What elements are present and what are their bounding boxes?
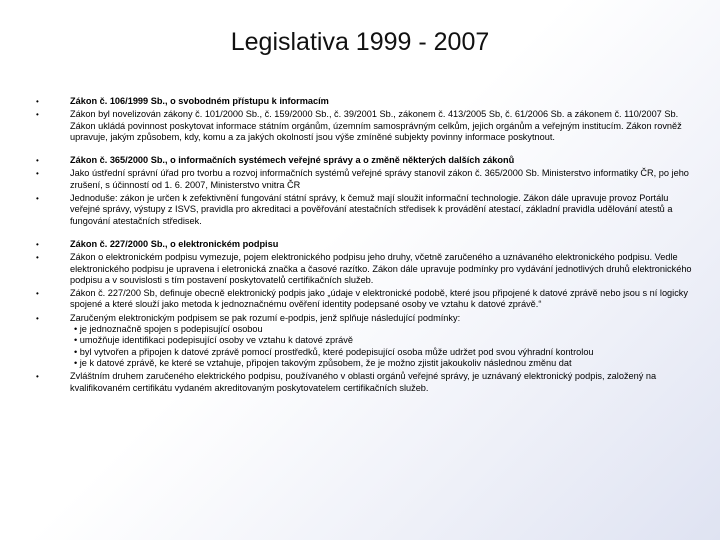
bullet-icon: • [36, 156, 39, 166]
bullet-icon: • [36, 110, 39, 120]
law-description [70, 313, 700, 369]
condition-item: • byl vytvořen a připojen k datové zprávě pomocí prostředků, které podepisující osoba může udržet pod svou výhradní kontrolou [74, 346, 594, 357]
law-description: Zákon č. 227/200 Sb, definuje obecně elektronický podpis jako „údaje v elektronické podobě, které jsou připojené k datové zprávě nebo jsou s ní logicky spojené a které slouží jako metoda k jednoznačnému ověření identity podepsané osoby ve vztahu k datové zprávě.“ [70, 288, 688, 310]
condition-item: • je jednoznačně spojen s podepisující osobou [74, 324, 263, 335]
law-group-106-1999 [36, 96, 700, 143]
condition-item: • je k datové zprávě, ke které se vztahuje, připojen takovým způsobem, že je možno zjistit jakoukoliv následnou změnu dat [74, 357, 572, 368]
law-group-227-2000 [36, 239, 700, 394]
list-item [36, 288, 700, 311]
list-item [36, 239, 700, 250]
bullet-icon: • [36, 253, 39, 263]
law-description: Zákon byl novelizován zákony č. 101/2000 Sb., č. 159/2000 Sb., č. 39/2001 Sb., zákonem č. 413/2005 Sb, č. 61/2006 Sb. a zákonem č. 110/2007 Sb. Zákon ukládá povinnost poskytovat informace státním orgánům, územním samosprávným celkům, jejich orgánům a veřejným institucím. Zákon rovněž upravuje, jakým způsobem, kdy, komu a za jakých okolností jsou výše zmíněné subjekty povinny informace poskytnout. [70, 109, 682, 142]
bullet-icon: • [36, 313, 39, 323]
law-description: Jako ústřední správní úřad pro tvorbu a rozvoj informačních systémů veřejné správy stanovil zákon č. 365/2000 Sb. Ministerstvo informatiky ČR, po jeho zrušení, s účinností od 1. 6. 2007, Ministerstvo vnitra ČR [70, 168, 689, 190]
list-item [36, 96, 700, 107]
bullet-icon: • [36, 194, 39, 204]
law-group-365-2000 [36, 155, 700, 227]
list-item [36, 109, 700, 143]
law-heading: Zákon č. 227/2000 Sb., o elektronickém podpisu [70, 238, 279, 249]
bullet-icon: • [36, 97, 39, 106]
list-item [36, 371, 700, 394]
list-item [36, 313, 700, 369]
bullet-icon: • [36, 239, 39, 249]
conditions-intro: Zaručeným elektronickým podpisem se pak rozumí e-podpis, jenž splňuje následující podmínky: [70, 312, 461, 323]
condition-item: • umožňuje identifikaci podepisující osoby ve vztahu k datové zprávě [74, 335, 353, 346]
law-description: Jednoduše: zákon je určen k zefektivnění fungování státní správy, k čemuž mají sloužit informační technologie. Zákon dále upravuje provoz Portálu veřejné správy, výstupy z ISVS, pravidla pro akreditaci a pověřování atestačních středisek k provádění atestací, základní pravidla udělování atestů a fungování atestačních středisek. [70, 193, 673, 226]
law-heading: Zákon č. 365/2000 Sb., o informačních systémech veřejné správy a o změně některých dalších zákonů [70, 155, 515, 166]
list-item [36, 193, 700, 227]
law-description: Zákon o elektronickém podpisu vymezuje, pojem elektronického podpisu jeho druhy, včetně zaručeného a uznávaného elektronického podpisu. Vedle elektronického podpisu je upravena i eletronická značka a časové razítko. Zákon dále upravuje podmínky pro vydávání jednotlivých druhů elektronického podpisu a v souvislosti s tím postavení poskytovatelů certifikačních služeb. [70, 252, 692, 285]
list-item [36, 155, 700, 166]
bullet-icon: • [36, 289, 39, 299]
list-item [36, 252, 700, 286]
slide-content [36, 96, 700, 406]
law-heading: Zákon č. 106/1999 Sb., o svobodném přístupu k informacím [70, 96, 329, 106]
bullet-icon: • [36, 169, 39, 179]
law-description: Zvláštním druhem zaručeného elektrického podpisu, používaného v oblasti orgánů veřejné správy, je uznávaný elektronický podpis, založený na kvalifikovaném certifikátu vydaném akreditovaným poskytovatelem certifikačních služeb. [70, 371, 657, 393]
list-item [36, 168, 700, 191]
slide-title: Legislativa 1999 - 2007 [230, 28, 490, 56]
bullet-icon: • [36, 372, 39, 382]
